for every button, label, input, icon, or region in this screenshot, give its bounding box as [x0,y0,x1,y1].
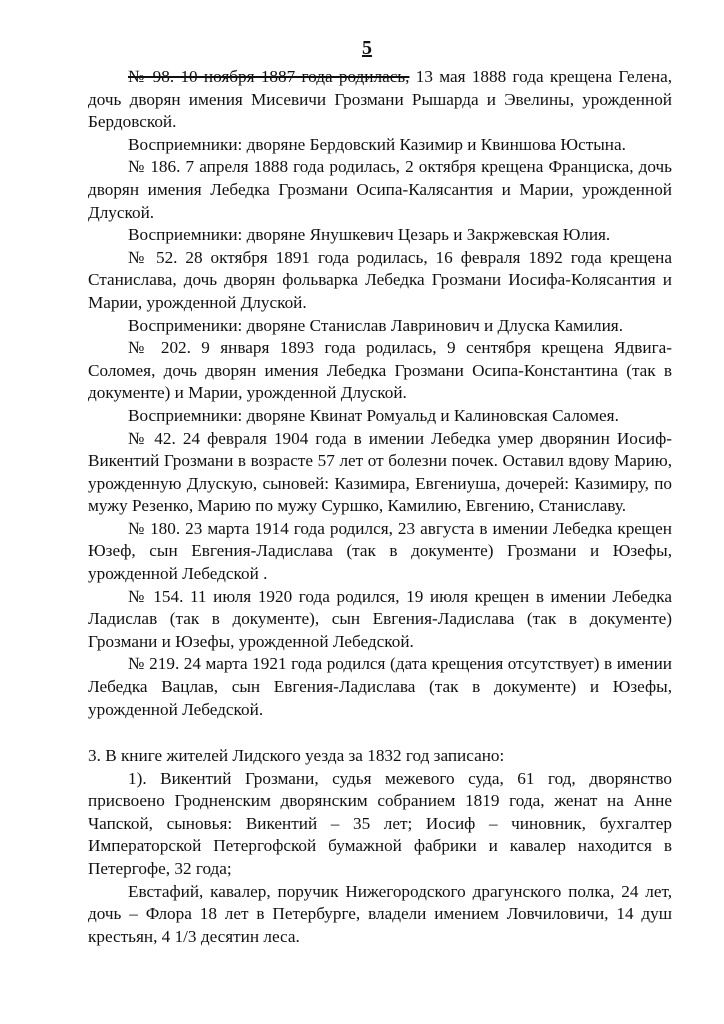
section-paragraph: Евстафий, кавалер, поручик Нижегородского драгунского полка, 24 лет, дочь – Флора 18 лет в Петербурге, владели имением Ловчиловичи, 14 душ крестьян, 4 1/3 десятин леса. [88,881,672,946]
record-paragraph [88,586,672,654]
record-paragraph [88,428,672,518]
record-text: Восприемники: дворяне Бердовский Казимир и Квиншова Юстына. [128,134,626,154]
record-paragraph [88,156,672,224]
record-paragraph [88,337,672,405]
record-paragraph [88,518,672,586]
record-text: № 52. 28 октября 1891 года родилась, 16 февраля 1892 года крещена Станислава, дочь дворян фольварка Лебедка Грозмани Иосифа-Колясантия и Марии, урожденной Длуской. [88,247,672,312]
section-paragraph: 1). Викентий Грозмани, судья межевого суда, 61 год, дворянство присвоено Гродненским дворянским собранием 1819 года, женат на Анне Чапской, сыновья: Викентий – 35 лет; Иосиф – чиновник, бухгалтер Императорской Петергофской бумажной фабрики и кавалер находится в Петергофе, 32 года; [88,768,672,878]
record-paragraph [88,247,672,315]
record-text: № 42. 24 февраля 1904 года в имении Лебедка умер дворянин Иосиф-Викентий Грозмани в возрасте 57 лет от болезни почек. Оставил вдову Марию, урожденную Длускую, сыновей: Казимира, Евгениуша, дочерей: Казимиру, по мужу Резенко, Марию по мужу Суршко, Камилию, Евгению, Станиславу. [88,428,672,516]
record-text: № 180. 23 марта 1914 года родился, 23 августа в имении Лебедка крещен Юзеф, сын Евгения-Ладислава (так в документе) Грозмани и Юзефы, урожденной Лебедской . [88,518,672,584]
record-paragraph [88,315,672,338]
record-text: Восприемники: дворяне Янушкевич Цезарь и Закржевская Юлия. [128,225,611,245]
record-paragraph [88,134,672,157]
section-block [88,745,672,948]
records-block [88,66,672,721]
record-text: № 202. 9 января 1893 года родилась, 9 сентября крещена Ядвига-Соломея, дочь дворян имения Лебедка Грозмани Осипа-Константина (так в документе) и Марии, урожденной Длуской. [88,338,672,403]
record-text: Восприемники: дворяне Квинат Ромуальд и Калиновская Саломея. [128,405,619,425]
record-text: № 186. 7 апреля 1888 года родилась, 2 октября крещена Франциска, дочь дворян имения Лебедка Грозмани Осипа-Калясантия и Марии, урожденной Длуской. [88,157,672,222]
record-text: Восприменики: дворяне Станислав Лавринович и Длуска Камилия. [128,315,624,335]
record-text: № 154. 11 июля 1920 года родился, 19 июля крещен в имении Лебедка Ладислав (так в документе), сын Евгения-Ладислава (так в документе) Грозмани и Юзефы, урожденной Лебедской. [88,586,672,651]
record-paragraph [88,405,672,428]
record-paragraph [88,224,672,247]
record-paragraph [88,66,672,134]
struck-text: № 98. 10 ноября 1887 года родилась, [128,67,410,86]
page-number: 5 [362,37,372,59]
section-heading: 3. В книге жителей Лидского уезда за 1832 год записано: [88,746,505,765]
record-paragraph [88,653,672,721]
record-text: 13 мая 1888 года крещена Гелена, дочь дворян имения Мисевичи Грозмани Рышарда и Эвелины, урожденной Бердовской. [88,67,673,132]
record-text: № 219. 24 марта 1921 года родился (дата крещения отсутствует) в имении Лебедка Вацлав, сын Евгения-Ладислава (так в документе) и Юзефы, урожденной Лебедской. [88,654,672,719]
